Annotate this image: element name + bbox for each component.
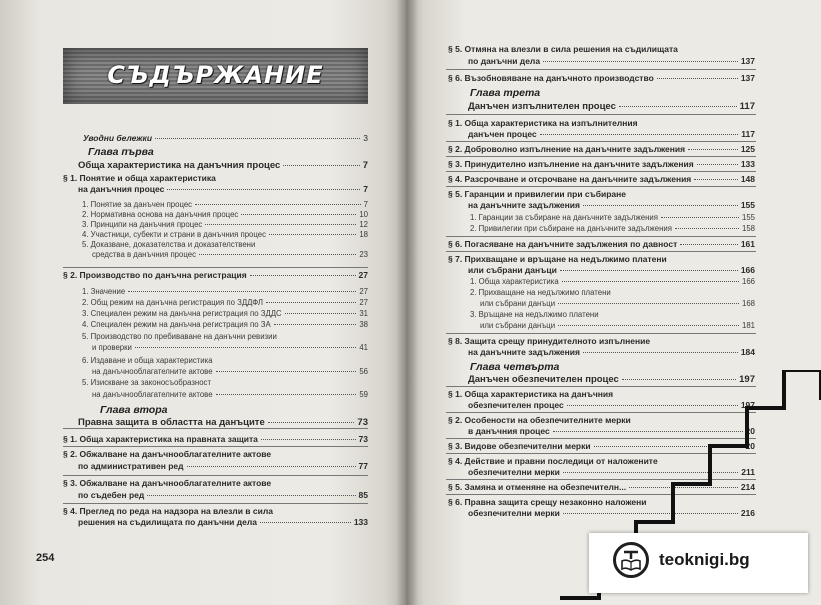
- toc-subitem: средства в данъчния процес 23: [92, 250, 368, 259]
- toc-section: § 5. Гаранции и привилегии при събиране: [448, 189, 627, 199]
- toc-subitem: 1. Понятие за данъчен процес 7: [82, 200, 368, 209]
- divider: [446, 251, 756, 252]
- toc-section: обезпечителни мерки 216: [468, 508, 755, 518]
- toc-subitem: 1. Значение 27: [82, 287, 368, 296]
- chapter-2-label: Глава втора: [100, 404, 168, 416]
- toc-section: § 4. Разсрочване и отсрочване на данъчните задължения 148: [448, 174, 755, 184]
- toc-subitem: 1. Обща характеристика 166: [470, 277, 755, 286]
- chapter-2-title: Правна защита в областта на данъците 73: [78, 417, 368, 428]
- chapter-3-title: Данъчен изпълнителен процес 117: [468, 101, 755, 112]
- toc-intro: Уводни бележки 3: [83, 133, 368, 143]
- divider: [63, 475, 368, 476]
- toc-section: обезпечителни мерки 211: [468, 467, 755, 477]
- toc-section: § 3. Принудително изпълнение на данъчните задължения 133: [448, 159, 755, 169]
- toc-section: § 6. Правна защита срещу незаконно наложени: [448, 497, 647, 507]
- toc-section: § 3. Обжалване на данъчнооблагателните актове: [63, 478, 272, 488]
- toc-subitem: 2. Привилегии при събиране на данъчните задължения 158: [470, 224, 755, 233]
- toc-section: § 1. Обща характеристика на правната защита 73: [63, 434, 368, 444]
- toc-subitem: или събрани данъци 168: [480, 299, 755, 308]
- toc-section: § 4. Преглед по реда на надзора на влезли в сила: [63, 506, 273, 516]
- divider: [446, 236, 756, 237]
- toc-section: § 2. Обжалване на данъчнооблагателните актове: [63, 449, 272, 459]
- toc-section: § 2. Особености на обезпечителните мерки: [448, 415, 631, 425]
- divider: [446, 69, 756, 70]
- divider: [446, 141, 756, 142]
- toc-section: § 5. Отмяна на влезли в сила решения на съдилищата: [448, 44, 678, 54]
- toc-subitem: 4. Специален режим на данъчна регистрация по ЗА 38: [82, 320, 368, 329]
- toc-subitem: и проверки 41: [92, 343, 368, 352]
- toc-section: на данъчния процес 7: [78, 184, 368, 194]
- toc-subitem: 5. Доказване, доказателства и доказателствени: [82, 240, 256, 249]
- toc-section: или събрани данъци 166: [468, 265, 755, 275]
- toc-subitem: 1. Гаранции за събиране на данъчните задължения 155: [470, 213, 755, 222]
- toc-section: по данъчни дела 137: [468, 56, 755, 66]
- toc-section: § 4. Действие и правни последици от наложените: [448, 456, 658, 466]
- toc-section: § 2. Производство по данъчна регистрация 27: [63, 270, 368, 280]
- toc-section: на данъчните задължения 155: [468, 200, 755, 210]
- toc-subitem: или събрани данъци 181: [480, 321, 755, 330]
- toc-section: § 1. Обща характеристика на изпълнителния: [448, 118, 638, 128]
- toc-subitem: 4. Участници, субекти и страни в данъчния процес 18: [82, 230, 368, 239]
- page-number: 254: [36, 552, 55, 564]
- book-gutter: [396, 0, 418, 605]
- logo-text: teoknigi.bg: [659, 550, 750, 569]
- contents-title: СЪДЪРЖАНИЕ: [107, 61, 324, 89]
- toc-section: по административен ред 77: [78, 461, 368, 471]
- chapter-4-label: Глава четвърта: [470, 361, 560, 373]
- toc-section: данъчен процес 117: [468, 129, 755, 139]
- toc-section: § 5. Замяна и отменяне на обезпечителн... 214: [448, 482, 755, 492]
- toc-subitem: 5. Изискване за законосъобразност: [82, 378, 212, 387]
- chapter-4-title: Данъчен обезпечителен процес 197: [468, 374, 755, 385]
- divider: [446, 333, 756, 334]
- toc-section: обезпечителен процес 197: [468, 400, 755, 410]
- toc-section: по съдебен ред 85: [78, 490, 368, 500]
- toc-section: § 8. Защита срещу принудителното изпълнение: [448, 336, 651, 346]
- toc-section: на данъчните задължения 184: [468, 347, 755, 357]
- toc-subitem: 6. Издаване и обща характеристика: [82, 356, 213, 365]
- divider: [63, 446, 368, 447]
- toc-subitem: 2. Прихващане на недължимо платени: [470, 288, 611, 297]
- toc-section: § 6. Възобновяване на данъчното производство 137: [448, 73, 755, 83]
- toc-section: § 2. Доброволно изпълнение на данъчните задължения 125: [448, 144, 755, 154]
- divider: [63, 267, 368, 268]
- toc-subitem: 3. Принципи на данъчния процес 12: [82, 220, 368, 229]
- toc-subitem: 5. Производство по пребиваване на данъчни ревизии: [82, 332, 277, 341]
- divider: [446, 186, 756, 187]
- toc-section: § 6. Погасяване на данъчните задължения по давност 161: [448, 239, 755, 249]
- toc-subitem: 2. Общ режим на данъчна регистрация по ЗДДФЛ 27: [82, 298, 368, 307]
- divider: [63, 503, 368, 504]
- divider: [446, 156, 756, 157]
- toc-section: § 7. Прихващане и връщане на недължимо платени: [448, 254, 667, 264]
- divider: [63, 428, 368, 429]
- site-logo: [589, 533, 808, 593]
- toc-section: § 1. Понятие и обща характеристика: [63, 173, 216, 183]
- toc-subitem: 3. Връщане на недължимо платени: [470, 310, 599, 319]
- chapter-1-title: Обща характеристика на данъчния процес 7: [78, 160, 368, 171]
- toc-section: § 3. Видове обезпечителни мерки 20: [448, 441, 755, 451]
- book-icon: [613, 542, 649, 578]
- toc-section: § 1. Обща характеристика на данъчния: [448, 389, 614, 399]
- toc-subitem: 3. Специален режим на данъчна регистрация по ЗДДС 31: [82, 309, 368, 318]
- divider: [446, 171, 756, 172]
- toc-subitem: на данъчнооблагателните актове 59: [92, 390, 368, 399]
- toc-section: в данъчния процес 20: [468, 426, 755, 436]
- chapter-1-label: Глава първа: [88, 146, 154, 158]
- toc-section: решения на съдилищата по данъчни дела 133: [78, 517, 368, 527]
- toc-subitem: 2. Нормативна основа на данъчния процес 10: [82, 210, 368, 219]
- chapter-3-label: Глава трета: [470, 87, 541, 99]
- toc-subitem: на данъчнооблагателните актове 56: [92, 367, 368, 376]
- contents-banner: [63, 48, 368, 104]
- divider: [446, 114, 756, 115]
